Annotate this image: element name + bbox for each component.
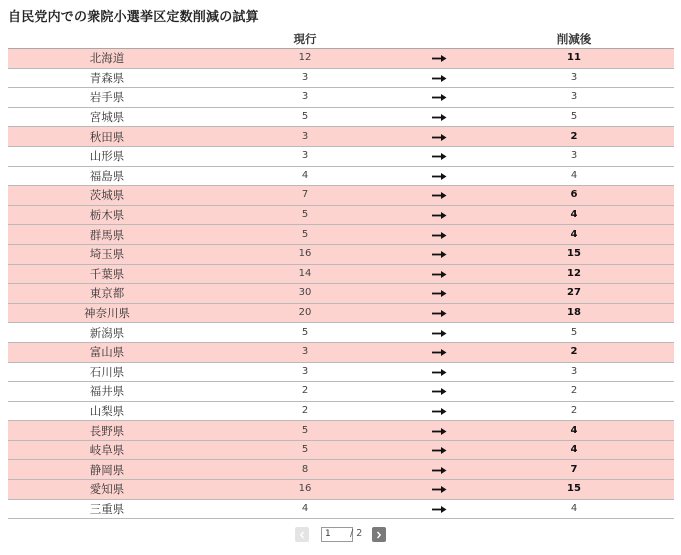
chevron-right-icon xyxy=(376,531,382,539)
prefecture-cell: 茨城県 xyxy=(8,186,206,206)
arrow-cell xyxy=(404,146,474,166)
prefecture-cell: 岩手県 xyxy=(8,88,206,108)
arrow-cell xyxy=(404,127,474,147)
current-seats-cell: 3 xyxy=(206,362,404,382)
current-seats-cell: 3 xyxy=(206,68,404,88)
arrow-cell xyxy=(404,107,474,127)
table-row xyxy=(8,186,674,206)
table-row xyxy=(8,460,674,480)
current-seats-cell: 5 xyxy=(206,225,404,245)
after-seats-cell: 5 xyxy=(474,107,674,127)
right-arrow-icon xyxy=(431,93,447,102)
arrow-cell xyxy=(404,205,474,225)
right-arrow-icon xyxy=(431,74,447,83)
chevron-left-icon xyxy=(299,531,305,539)
arrow-cell xyxy=(404,264,474,284)
after-seats-cell: 27 xyxy=(474,284,674,304)
arrow-cell xyxy=(404,303,474,323)
prefecture-cell: 埼玉県 xyxy=(8,244,206,264)
arrow-cell xyxy=(404,225,474,245)
after-seats-cell: 2 xyxy=(474,401,674,421)
current-seats-cell: 30 xyxy=(206,284,404,304)
arrow-cell xyxy=(404,186,474,206)
after-seats-cell: 3 xyxy=(474,68,674,88)
prefecture-cell: 三重県 xyxy=(8,499,206,519)
table-row xyxy=(8,146,674,166)
current-seats-cell: 7 xyxy=(206,186,404,206)
header-arrow xyxy=(404,29,474,49)
table-row xyxy=(8,440,674,460)
right-arrow-icon xyxy=(431,427,447,436)
header-after: 削減後 xyxy=(474,29,674,49)
prefecture-cell: 神奈川県 xyxy=(8,303,206,323)
right-arrow-icon xyxy=(431,152,447,161)
arrow-cell xyxy=(404,460,474,480)
table-row xyxy=(8,166,674,186)
current-seats-cell: 8 xyxy=(206,460,404,480)
right-arrow-icon xyxy=(431,211,447,220)
arrow-cell xyxy=(404,49,474,69)
table-row xyxy=(8,68,674,88)
after-seats-cell: 3 xyxy=(474,146,674,166)
current-seats-cell: 2 xyxy=(206,382,404,402)
current-seats-cell: 16 xyxy=(206,244,404,264)
current-seats-cell: 14 xyxy=(206,264,404,284)
table-row xyxy=(8,480,674,500)
current-seats-cell: 5 xyxy=(206,323,404,343)
prefecture-cell: 東京都 xyxy=(8,284,206,304)
arrow-cell xyxy=(404,342,474,362)
right-arrow-icon xyxy=(431,191,447,200)
right-arrow-icon xyxy=(431,133,447,142)
prefecture-cell: 山形県 xyxy=(8,146,206,166)
current-seats-cell: 3 xyxy=(206,127,404,147)
current-seats-cell: 5 xyxy=(206,107,404,127)
next-page-button[interactable] xyxy=(372,527,386,542)
table-row xyxy=(8,342,674,362)
table-row xyxy=(8,49,674,69)
arrow-cell xyxy=(404,401,474,421)
table-row xyxy=(8,401,674,421)
table-row xyxy=(8,205,674,225)
prefecture-cell: 青森県 xyxy=(8,68,206,88)
prefecture-cell: 宮城県 xyxy=(8,107,206,127)
seat-table xyxy=(8,29,674,519)
table-row xyxy=(8,264,674,284)
after-seats-cell: 4 xyxy=(474,421,674,441)
table-row xyxy=(8,499,674,519)
prefecture-cell: 北海道 xyxy=(8,49,206,69)
after-seats-cell: 3 xyxy=(474,88,674,108)
after-seats-cell: 7 xyxy=(474,460,674,480)
right-arrow-icon xyxy=(431,407,447,416)
after-seats-cell: 6 xyxy=(474,186,674,206)
current-seats-cell: 5 xyxy=(206,440,404,460)
current-seats-cell: 5 xyxy=(206,205,404,225)
arrow-cell xyxy=(404,88,474,108)
arrow-cell xyxy=(404,244,474,264)
after-seats-cell: 5 xyxy=(474,323,674,343)
right-arrow-icon xyxy=(431,329,447,338)
prefecture-cell: 岐阜県 xyxy=(8,440,206,460)
arrow-cell xyxy=(404,480,474,500)
right-arrow-icon xyxy=(431,505,447,514)
right-arrow-icon xyxy=(431,54,447,63)
prefecture-cell: 長野県 xyxy=(8,421,206,441)
arrow-cell xyxy=(404,421,474,441)
right-arrow-icon xyxy=(431,231,447,240)
after-seats-cell: 2 xyxy=(474,342,674,362)
after-seats-cell: 2 xyxy=(474,127,674,147)
current-seats-cell: 5 xyxy=(206,421,404,441)
arrow-cell xyxy=(404,166,474,186)
prefecture-cell: 秋田県 xyxy=(8,127,206,147)
current-seats-cell: 2 xyxy=(206,401,404,421)
right-arrow-icon xyxy=(431,172,447,181)
current-seats-cell: 4 xyxy=(206,499,404,519)
prev-page-button[interactable] xyxy=(295,527,309,542)
right-arrow-icon xyxy=(431,446,447,455)
prefecture-cell: 群馬県 xyxy=(8,225,206,245)
arrow-cell xyxy=(404,284,474,304)
after-seats-cell: 15 xyxy=(474,244,674,264)
header-current: 現行 xyxy=(206,29,404,49)
prefecture-cell: 新潟県 xyxy=(8,323,206,343)
arrow-cell xyxy=(404,362,474,382)
after-seats-cell: 11 xyxy=(474,49,674,69)
table-row xyxy=(8,382,674,402)
current-seats-cell: 4 xyxy=(206,166,404,186)
current-seats-cell: 20 xyxy=(206,303,404,323)
table-row xyxy=(8,107,674,127)
arrow-cell xyxy=(404,440,474,460)
table-row xyxy=(8,127,674,147)
table-row xyxy=(8,323,674,343)
current-seats-cell: 3 xyxy=(206,88,404,108)
after-seats-cell: 4 xyxy=(474,205,674,225)
after-seats-cell: 15 xyxy=(474,480,674,500)
prefecture-cell: 福井県 xyxy=(8,382,206,402)
right-arrow-icon xyxy=(431,289,447,298)
after-seats-cell: 3 xyxy=(474,362,674,382)
pagination xyxy=(0,527,681,543)
after-seats-cell: 4 xyxy=(474,499,674,519)
arrow-cell xyxy=(404,68,474,88)
after-seats-cell: 4 xyxy=(474,166,674,186)
right-arrow-icon xyxy=(431,270,447,279)
arrow-cell xyxy=(404,382,474,402)
table-body xyxy=(8,49,674,519)
table-row xyxy=(8,225,674,245)
table-row xyxy=(8,284,674,304)
after-seats-cell: 4 xyxy=(474,440,674,460)
right-arrow-icon xyxy=(431,466,447,475)
prefecture-cell: 栃木県 xyxy=(8,205,206,225)
table-row xyxy=(8,244,674,264)
prefecture-cell: 富山県 xyxy=(8,342,206,362)
current-seats-cell: 16 xyxy=(206,480,404,500)
right-arrow-icon xyxy=(431,309,447,318)
table-header-row xyxy=(8,29,674,49)
right-arrow-icon xyxy=(431,113,447,122)
prefecture-cell: 千葉県 xyxy=(8,264,206,284)
page-number-input[interactable] xyxy=(321,527,353,542)
current-seats-cell: 12 xyxy=(206,49,404,69)
after-seats-cell: 18 xyxy=(474,303,674,323)
right-arrow-icon xyxy=(431,368,447,377)
table-row xyxy=(8,421,674,441)
prefecture-cell: 福島県 xyxy=(8,166,206,186)
table-row xyxy=(8,362,674,382)
right-arrow-icon xyxy=(431,348,447,357)
after-seats-cell: 4 xyxy=(474,225,674,245)
arrow-cell xyxy=(404,323,474,343)
header-prefecture xyxy=(8,29,206,49)
prefecture-cell: 石川県 xyxy=(8,362,206,382)
prefecture-cell: 静岡県 xyxy=(8,460,206,480)
arrow-cell xyxy=(404,499,474,519)
right-arrow-icon xyxy=(431,387,447,396)
page-total-label: / 2 xyxy=(350,528,363,539)
table-row xyxy=(8,303,674,323)
table-row xyxy=(8,88,674,108)
current-seats-cell: 3 xyxy=(206,146,404,166)
page-title: 自民党内での衆院小選挙区定数削減の試算 xyxy=(8,10,259,25)
after-seats-cell: 12 xyxy=(474,264,674,284)
current-seats-cell: 3 xyxy=(206,342,404,362)
prefecture-cell: 愛知県 xyxy=(8,480,206,500)
prefecture-cell: 山梨県 xyxy=(8,401,206,421)
after-seats-cell: 2 xyxy=(474,382,674,402)
right-arrow-icon xyxy=(431,485,447,494)
right-arrow-icon xyxy=(431,250,447,259)
